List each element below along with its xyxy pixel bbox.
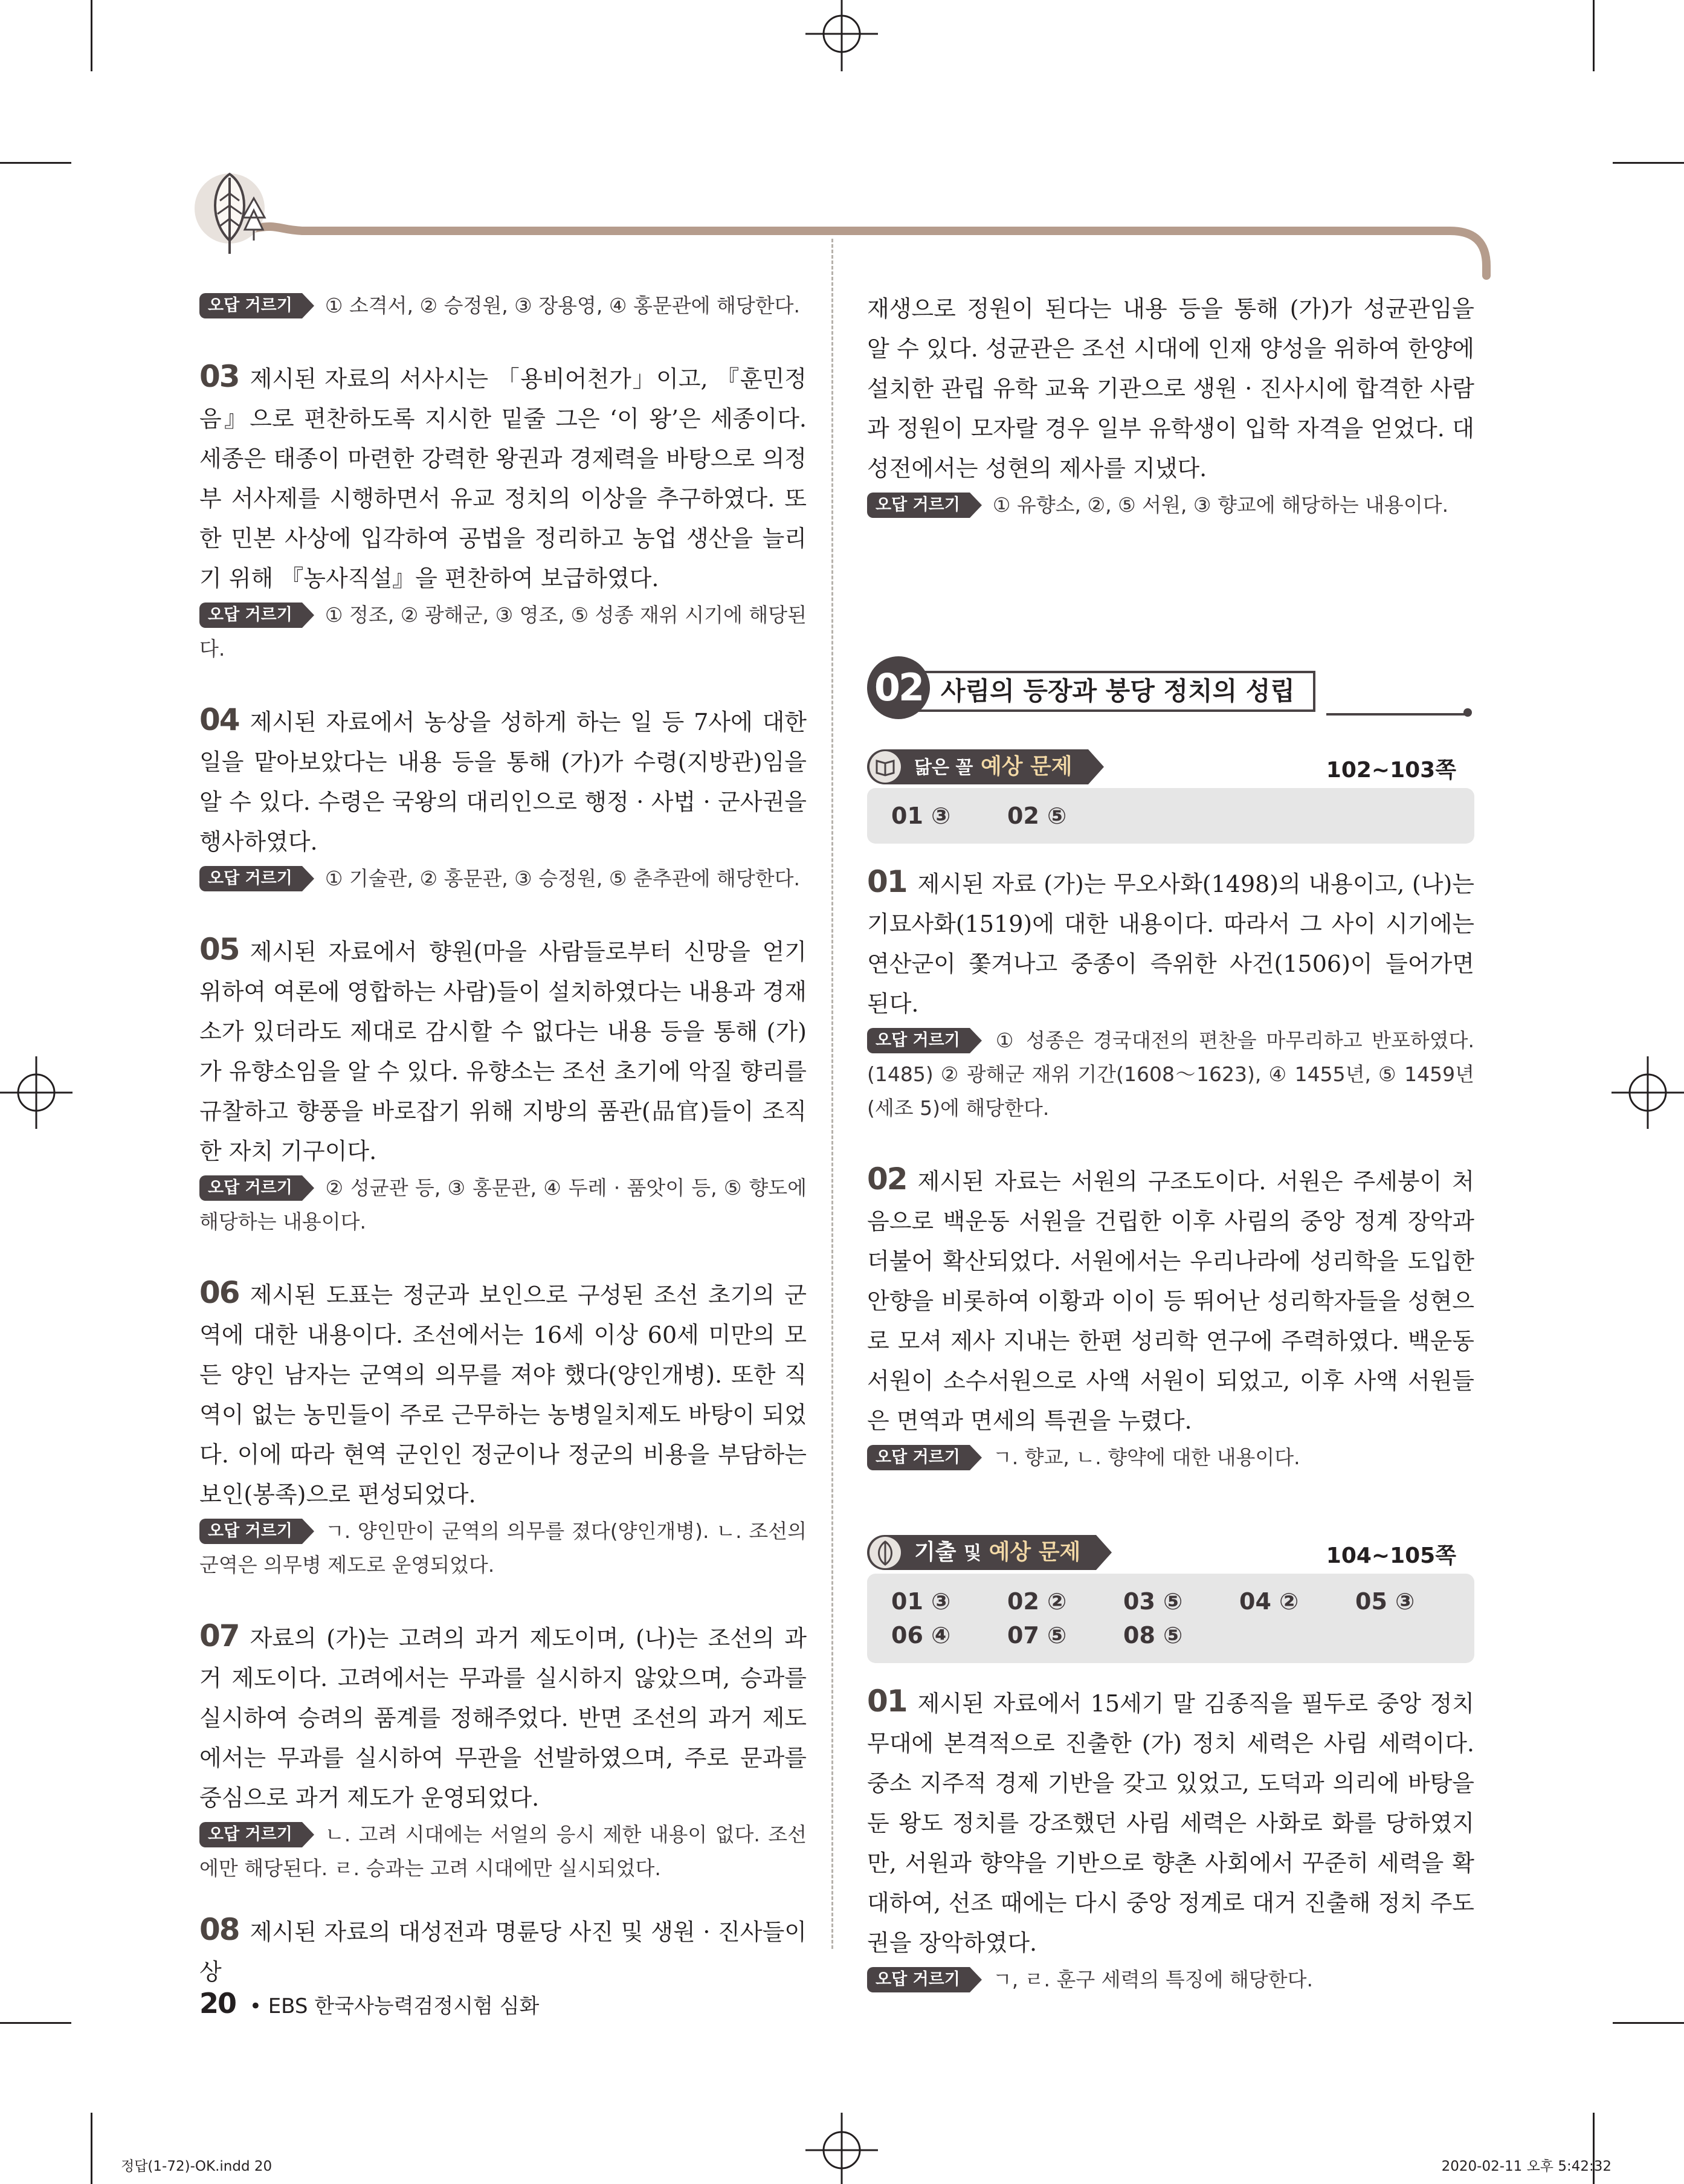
item-text: 자료의 (가)는 고려의 과거 제도이며, (나)는 조선의 과거 제도이다. 고려에서는 무과를 실시하지 않았으며, 승과를 실시하여 승려의 품계를 정해주었다. 반면 조선의 과거 제도에서는 무과를 실시하여 무관을 선발하였으며, 주로 문과를 중심으로 과거 제도가 운영되었다. [199, 1625, 807, 1811]
explanation-item [199, 1273, 807, 1514]
label-part: 및 [964, 1543, 982, 1564]
wrong-answer-tag: 오답 거르기 [199, 603, 302, 628]
answer-note [199, 289, 807, 323]
item-text: 제시된 자료에서 향원(마을 사람들로부터 신망을 얻기 위하여 여론에 영합하는 사람)들이 설치하였다는 내용과 경재소가 있더라도 제대로 감시할 수 없다는 내용 등을 통해 (가)가 유향소임을 알 수 있다. 유향소는 조선 초기에 악질 향리를 규찰하고 향풍을 바로잡기 위해 지방의 품관(品官)들이 조직한 자치 기구이다. [199, 939, 807, 1165]
wrong-answer-tag: 오답 거르기 [867, 493, 970, 518]
footer-bullet: • [249, 1994, 262, 2018]
note-text: ① 유향소, ②, ⑤ 서원, ③ 향교에 해당하는 내용이다. [992, 493, 1449, 517]
registration-mark-icon [1611, 1056, 1684, 1129]
explanation-item [867, 1159, 1474, 1441]
column-divider [831, 239, 833, 1949]
wrong-answer-tag: 오답 거르기 [199, 1822, 302, 1847]
answer-note [867, 488, 1474, 522]
note-text: ① 정조, ② 광해군, ③ 영조, ⑤ 성종 재위 시기에 해당된다. [199, 603, 807, 661]
explanation-item [199, 1616, 807, 1818]
answer-entry: 08 ⑤ [1123, 1622, 1183, 1649]
item-text: 제시된 자료 (가)는 무오사화(1498)의 내용이고, (나)는 기묘사화(1519)에 대한 내용이다. 따라서 그 사이 시기에는 연산군이 쫓겨나고 중종이 즉위한 사건(1506)이 들어가면 된다. [867, 871, 1474, 1017]
section-line-dot [1463, 708, 1472, 717]
answer-note [867, 1441, 1474, 1475]
explanation-item [199, 929, 807, 1171]
similar-problems-header [867, 749, 1474, 786]
right-column [867, 289, 1474, 1997]
explanation-item [199, 1910, 807, 1992]
item-text: 제시된 자료는 서원의 구조도이다. 서원은 주세붕이 처음으로 백운동 서원을 건립한 이후 사림의 중앙 정계 장악과 더불어 확산되었다. 서원에서는 우리나라에 성리학을 도입한 안향을 비롯하여 이황과 이이 등 뛰어난 성리학자들을 성현으로 모셔 제사 지내는 한편 성리학 연구에 주력하였다. 백운동 서원이 소수서원으로 사액 서원이 되었고, 이후 사액 서원들은 면역과 면세의 특권을 누렸다. [867, 1168, 1474, 1434]
page-reference: 102~103쪽 [1326, 758, 1456, 783]
answer-row [891, 1618, 1450, 1652]
wrong-answer-tag: 오답 거르기 [867, 1967, 970, 1992]
slug-filename: 정답(1-72)-OK.indd 20 [121, 2159, 273, 2174]
item-text: 제시된 자료에서 농상을 성하게 하는 일 등 7사에 대한 일을 맡아보았다는 내용 등을 통해 (가)가 수령(지방관)임을 알 수 있다. 수령은 국왕의 대리인으로 행정 · 사법 · 군사권을 행사하였다. [199, 709, 807, 855]
explanation-item [199, 700, 807, 862]
wrong-answer-tag: 오답 거르기 [199, 1519, 302, 1544]
wrong-answer-tag: 오답 거르기 [199, 293, 302, 318]
item-number: 01 [867, 1684, 907, 1719]
answer-note [867, 1024, 1474, 1125]
item-number: 08 [199, 1912, 239, 1947]
item-number: 01 [867, 864, 907, 899]
answer-entry: 06 ④ [891, 1622, 951, 1649]
note-text: ㄱ. 양인만이 군역의 의무를 졌다(양인개병). ㄴ. 조선의 군역은 의무병 제도로 운영되었다. [199, 1519, 807, 1577]
book-icon [869, 751, 901, 783]
item-text: 제시된 자료의 서사시는 「용비어천가」이고, 『훈민정음』으로 편찬하도록 지시한 밑줄 그은 ‘이 왕’은 세종이다. 세종은 태종이 마련한 강력한 왕권과 경제력을 바탕으로 의정부 서사제를 시행하면서 유교 정치의 이상을 추구하였다. 또한 민본 사상에 입각하여 공법을 정리하고 농업 생산을 늘리기 위해 『농사직설』을 편찬하여 보급하였다. [199, 366, 807, 592]
answer-entry: 05 ③ [1355, 1588, 1415, 1615]
answer-row [891, 1585, 1450, 1618]
note-text: ① 성종은 경국대전의 편찬을 마무리하고 반포하였다.(1485) ② 광해군 재위 기간(1608～1623), ④ 1455년, ⑤ 1459년(세조 5)에 해당한다. [867, 1029, 1474, 1120]
note-text: ㄱ. 향교, ㄴ. 향약에 대한 내용이다. [992, 1446, 1300, 1469]
answer-entry: 01 ③ [891, 803, 951, 829]
wrong-answer-tag: 오답 거르기 [199, 1175, 302, 1201]
registration-mark-icon [0, 1056, 73, 1129]
answer-note [199, 598, 807, 666]
crop-mark [0, 162, 71, 164]
wrong-answer-tag: 오답 거르기 [867, 1028, 970, 1053]
note-text: ① 소격서, ② 승정원, ③ 장용영, ④ 홍문관에 해당한다. [324, 294, 800, 317]
wrong-answer-tag: 오답 거르기 [199, 866, 302, 891]
answer-note [199, 1514, 807, 1582]
answer-entry: 03 ⑤ [1123, 1588, 1183, 1615]
item-number: 06 [199, 1275, 239, 1310]
page-reference: 104~105쪽 [1326, 1543, 1456, 1568]
slug-datetime: 2020-02-11 오후 5:42:32 [1441, 2159, 1611, 2174]
wrong-answer-tag: 오답 거르기 [867, 1445, 970, 1470]
crop-mark [1613, 162, 1684, 164]
registration-mark-icon [805, 0, 878, 73]
section-number: 02 [867, 656, 930, 719]
answer-entry: 04 ② [1239, 1588, 1299, 1615]
note-text: ㄱ, ㄹ. 훈구 세력의 특징에 해당한다. [992, 1968, 1314, 1991]
answer-note [867, 1963, 1474, 1997]
answer-note [199, 862, 807, 896]
continued-text: 재생으로 정원이 된다는 내용 등을 통해 (가)가 성균관임을 알 수 있다. 성균관은 조선 시대에 인재 양성을 위하여 한양에 설치한 관립 유학 교육 기관으로 생원 · 진사시에 합격한 사람과 정원이 모자랄 경우 일부 유학생이 입학 자격을 얻었다. 대성전에서는 성현의 제사를 지냈다. [867, 296, 1474, 482]
answer-key [867, 1574, 1474, 1663]
leaf-icon [869, 1537, 901, 1568]
label-part: 닮은 꼴 [914, 757, 973, 778]
explanation-item [867, 1681, 1474, 1963]
label-part: 예상 문제 [989, 1540, 1081, 1565]
answer-entry: 02 ② [1007, 1588, 1067, 1615]
item-number: 04 [199, 702, 239, 737]
label-part: 기출 [914, 1540, 957, 1565]
answer-note [199, 1818, 807, 1885]
answer-entry: 07 ⑤ [1007, 1622, 1067, 1649]
past-exam-label [867, 1535, 1096, 1570]
registration-mark-icon [805, 2111, 878, 2184]
page-number: 20 [199, 1987, 236, 2020]
answer-key [867, 788, 1474, 844]
note-text: ㄴ. 고려 시대에는 서얼의 응시 제한 내용이 없다. 조선에만 해당된다. ㄹ. 승과는 고려 시대에만 실시되었다. [199, 1823, 807, 1880]
answer-entry: 02 ⑤ [1007, 803, 1067, 829]
past-exam-header [867, 1535, 1474, 1571]
item-text: 제시된 자료의 대성전과 명륜당 사진 및 생원 · 진사들이 상 [199, 1919, 807, 1985]
note-text: ② 성균관 등, ③ 홍문관, ④ 두레 · 품앗이 등, ⑤ 향도에 해당하는 내용이다. [199, 1176, 807, 1233]
footer-title: EBS 한국사능력검정시험 심화 [268, 1994, 540, 2018]
section-underline [1326, 713, 1468, 716]
item-text: 제시된 도표는 정군과 보인으로 구성된 조선 초기의 군역에 대한 내용이다. 조선에서는 16세 이상 60세 미만의 모든 양인 남자는 군역의 의무를 져야 했다(양인개병). 또한 직역이 없는 농민들이 주로 근무하는 농병일치제도 바탕이 되었다. 이에 따라 현역 군인인 정군이나 정군의 비용을 부담하는 보인(봉족)으로 편성되었다. [199, 1282, 807, 1508]
note-text: ① 기술관, ② 홍문관, ③ 승정원, ⑤ 춘추관에 해당한다. [324, 867, 800, 890]
section-header [867, 653, 1474, 725]
item-text: 제시된 자료에서 15세기 말 김종직을 필두로 중앙 정치 무대에 본격적으로 진출한 (가) 정치 세력은 사림 세력이다. 중소 지주적 경제 기반을 갖고 있었고, 도덕과 의리에 바탕을 둔 왕도 정치를 강조했던 사림 세력은 사화로 화를 당하였지만, 서원과 향약을 기반으로 향촌 사회에서 꾸준히 세력을 확대하여, 선조 때에는 다시 중앙 정계로 대거 진출해 정치 주도권을 장악하였다. [867, 1690, 1474, 1956]
crop-mark [0, 2022, 71, 2024]
item-number: 02 [867, 1161, 907, 1197]
explanation-item [199, 357, 807, 598]
answer-note [199, 1171, 807, 1239]
item-number: 05 [199, 932, 239, 967]
item-number: 03 [199, 359, 239, 394]
crop-mark [1613, 2022, 1684, 2024]
section-title: 사림의 등장과 붕당 정치의 성립 [915, 671, 1315, 712]
answer-entry: 01 ③ [891, 1588, 951, 1615]
crop-mark [1593, 0, 1595, 71]
explanation-item [867, 862, 1474, 1024]
page-footer [199, 1987, 539, 2020]
left-column [199, 289, 807, 1992]
header-decoration [193, 163, 1499, 284]
item-number: 07 [199, 1618, 239, 1653]
crop-mark [91, 2113, 92, 2184]
similar-problems-label [867, 749, 1088, 784]
label-part: 예상 문제 [980, 754, 1073, 779]
crop-mark [91, 0, 92, 71]
